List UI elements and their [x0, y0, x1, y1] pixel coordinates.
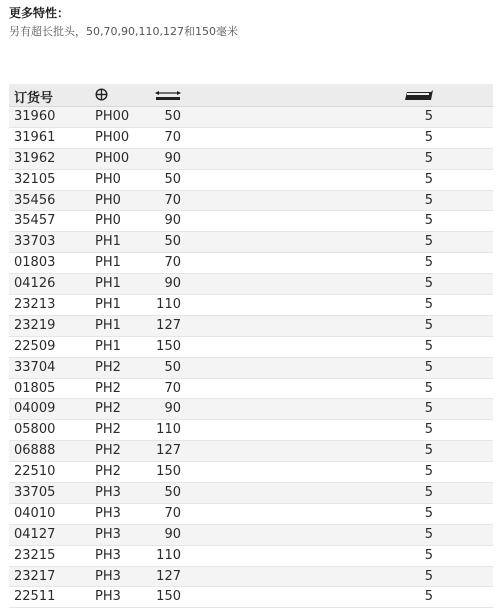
- length-cell: 70: [164, 380, 181, 396]
- order-number-header: 订货号: [14, 91, 54, 106]
- order-number-cell: 31960: [14, 109, 56, 124]
- phillips-size-cell: PH2: [95, 401, 121, 417]
- pack-quantity-cell: 5: [424, 526, 433, 542]
- table-row: [9, 525, 493, 546]
- table-body: [9, 107, 493, 608]
- length-cell: 110: [156, 422, 181, 438]
- length-cell: 90: [164, 401, 181, 417]
- length-cell: 150: [156, 589, 181, 605]
- pack-quantity-cell: 5: [424, 338, 433, 354]
- table-row: [9, 483, 493, 504]
- order-number-cell: 01803: [14, 255, 56, 271]
- length-cell: 150: [156, 338, 181, 354]
- order-number-cell: 22510: [14, 464, 56, 480]
- pack-quantity-cell: 5: [424, 505, 433, 521]
- order-number-cell: 04009: [14, 401, 56, 417]
- order-number-cell: 23217: [14, 568, 56, 584]
- order-number-cell: 06888: [14, 443, 56, 459]
- length-cell: 110: [156, 297, 181, 313]
- phillips-size-cell: PH0: [95, 171, 121, 187]
- table-header: [9, 84, 493, 107]
- phillips-size-cell: PH0: [95, 192, 121, 208]
- phillips-size-cell: PH2: [95, 380, 121, 396]
- product-table: [9, 84, 493, 608]
- length-cell: 70: [164, 255, 181, 271]
- table-row: [9, 170, 493, 191]
- table-row: [9, 191, 493, 212]
- table-row: [9, 149, 493, 170]
- pack-quantity-cell: 5: [424, 422, 433, 438]
- length-cell: 70: [164, 192, 181, 208]
- phillips-cross-icon: [95, 88, 108, 101]
- table-row: [9, 420, 493, 441]
- pack-quantity-cell: 5: [424, 150, 433, 166]
- pack-quantity-cell: 5: [424, 171, 433, 187]
- length-cell: 50: [164, 234, 181, 250]
- table-row: [9, 399, 493, 420]
- phillips-size-cell: PH2: [95, 443, 121, 459]
- pack-quantity-cell: 5: [424, 276, 433, 292]
- order-number-cell: 22511: [14, 589, 56, 605]
- length-cell: 127: [156, 443, 181, 459]
- length-cell: 90: [164, 150, 181, 166]
- pack-quantity-cell: 5: [424, 192, 433, 208]
- order-number-cell: 31962: [14, 150, 56, 166]
- table-row: [9, 546, 493, 567]
- phillips-size-cell: PH00: [95, 109, 130, 124]
- length-cell: 50: [164, 171, 181, 187]
- table-row: [9, 337, 493, 358]
- phillips-size-cell: PH2: [95, 422, 121, 438]
- phillips-size-cell: PH1: [95, 297, 121, 313]
- phillips-size-cell: PH1: [95, 255, 121, 271]
- phillips-size-cell: PH1: [95, 317, 121, 333]
- pack-quantity-cell: 5: [424, 109, 433, 124]
- table-row: [9, 462, 493, 483]
- phillips-size-cell: PH3: [95, 589, 121, 605]
- pack-quantity-cell: 5: [424, 297, 433, 313]
- order-number-cell: 23219: [14, 317, 56, 333]
- pack-quantity-cell: 5: [424, 485, 433, 501]
- pack-quantity-cell: 5: [424, 547, 433, 563]
- table-row: [9, 211, 493, 232]
- pack-quantity-cell: 5: [424, 568, 433, 584]
- order-number-cell: 33705: [14, 485, 56, 501]
- length-cell: 50: [164, 485, 181, 501]
- phillips-size-cell: PH3: [95, 526, 121, 542]
- length-cell: 50: [164, 109, 181, 124]
- order-number-cell: 33704: [14, 359, 56, 375]
- length-cell: 50: [164, 359, 181, 375]
- table-row: [9, 504, 493, 525]
- table-row: [9, 274, 493, 295]
- phillips-size-cell: PH3: [95, 505, 121, 521]
- length-cell: 127: [156, 568, 181, 584]
- pack-quantity-cell: 5: [424, 589, 433, 605]
- pack-quantity-cell: 5: [424, 464, 433, 480]
- order-number-cell: 23215: [14, 547, 56, 563]
- bit-length-icon: [155, 90, 181, 102]
- phillips-size-cell: PH3: [95, 568, 121, 584]
- phillips-size-cell: PH2: [95, 464, 121, 480]
- phillips-size-cell: PH1: [95, 276, 121, 292]
- features-block: [9, 6, 238, 39]
- order-number-cell: 05800: [14, 422, 56, 438]
- phillips-size-cell: PH2: [95, 359, 121, 375]
- pack-quantity-cell: 5: [424, 234, 433, 250]
- features-title: 更多特性：: [9, 6, 70, 20]
- table-row: [9, 358, 493, 379]
- order-number-cell: 01805: [14, 380, 56, 396]
- phillips-size-cell: PH0: [95, 213, 121, 229]
- table-row: [9, 316, 493, 337]
- table-row: [9, 379, 493, 400]
- pack-quantity-cell: 5: [424, 380, 433, 396]
- pack-quantity-cell: 5: [424, 359, 433, 375]
- order-number-cell: 04010: [14, 505, 56, 521]
- order-number-cell: 35456: [14, 192, 56, 208]
- order-number-cell: 04127: [14, 526, 56, 542]
- length-cell: 70: [164, 129, 181, 145]
- pack-quantity-cell: 5: [424, 401, 433, 417]
- phillips-size-cell: PH1: [95, 234, 121, 250]
- length-cell: 110: [156, 547, 181, 563]
- table-row: [9, 232, 493, 253]
- pack-quantity-cell: 5: [424, 255, 433, 271]
- table-row: [9, 295, 493, 316]
- length-cell: 150: [156, 464, 181, 480]
- length-cell: 90: [164, 276, 181, 292]
- length-cell: 90: [164, 213, 181, 229]
- order-number-cell: 04126: [14, 276, 56, 292]
- order-number-cell: 35457: [14, 213, 56, 229]
- pack-quantity-cell: 5: [424, 443, 433, 459]
- table-row: [9, 128, 493, 149]
- phillips-size-cell: PH3: [95, 485, 121, 501]
- pack-quantity-cell: 5: [424, 213, 433, 229]
- order-number-cell: 33703: [14, 234, 56, 250]
- package-quantity-icon: [404, 89, 434, 101]
- pack-quantity-cell: 5: [424, 317, 433, 333]
- table-row: [9, 107, 493, 128]
- phillips-size-cell: PH1: [95, 338, 121, 354]
- length-cell: 70: [164, 505, 181, 521]
- features-text: 另有超长批头，50,70,90,110,127和150毫米: [9, 25, 238, 38]
- phillips-size-cell: PH00: [95, 129, 130, 145]
- order-number-cell: 31961: [14, 129, 56, 145]
- length-cell: 127: [156, 317, 181, 333]
- length-cell: 90: [164, 526, 181, 542]
- table-row: [9, 253, 493, 274]
- pack-quantity-cell: 5: [424, 129, 433, 145]
- phillips-size-cell: PH3: [95, 547, 121, 563]
- order-number-cell: 23213: [14, 297, 56, 313]
- order-number-cell: 32105: [14, 171, 56, 187]
- table-row: [9, 567, 493, 588]
- order-number-cell: 22509: [14, 338, 56, 354]
- table-row: [9, 441, 493, 462]
- table-row: [9, 587, 493, 608]
- phillips-size-cell: PH00: [95, 150, 130, 166]
